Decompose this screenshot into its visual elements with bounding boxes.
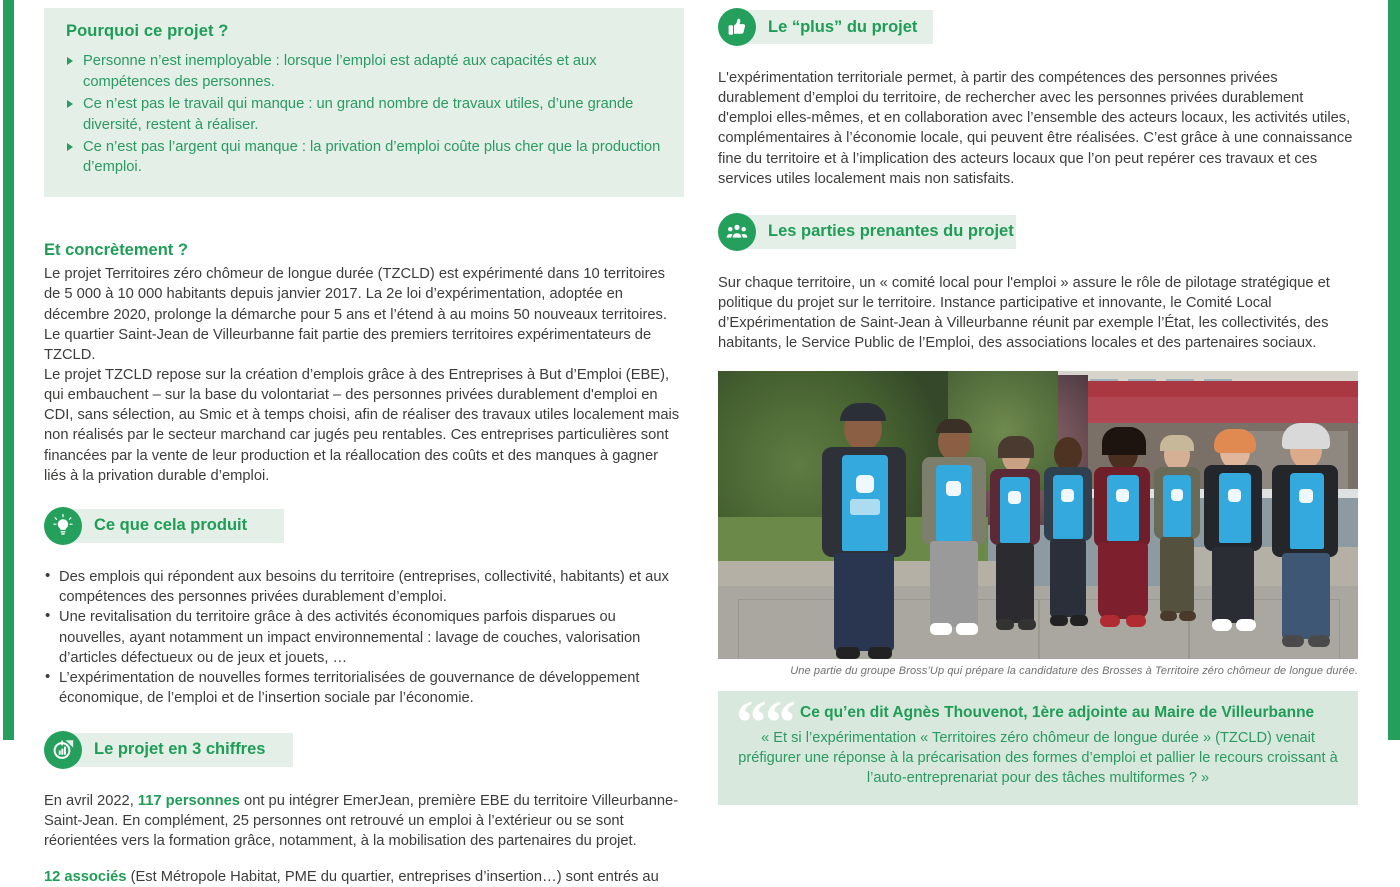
quote-text: « Et si l’expérimentation « Territoires zéro chômeur de longue durée » (TZCLD) venait préfigurer une réponse à la précarisation des formes d’emploi et pallier le recours croissant à l’auto-entreprenariat pour des tâches multiformes ? » [738, 730, 1338, 787]
concretely-paragraph-2: Le projet TZCLD repose sur la création d’emplois grâce à des Entreprises à But d’Emploi (EBE), qui embauchent – sur la base du volontariat – des personnes privées durablement d'emploi en CDI, sans sélection, au Smic et à temps choisi, afin de réaliser des travaux utiles localement mais non réalisés par le secteur marchand car jugés peu rentables. Ces entreprises particulières sont financées par la vente de leur production et la réallocation des coûts et des manques à gagner liés à la privation durable d’emploi. [44, 366, 680, 484]
produces-section [44, 507, 684, 709]
photo-person [1150, 439, 1204, 629]
photo-person [1092, 435, 1154, 637]
figures-paragraph-1 [44, 791, 684, 851]
people-group-icon [718, 213, 756, 251]
figures-highlight-117: 117 personnes [137, 792, 240, 809]
stakeholders-heading [718, 213, 1358, 251]
produces-heading [44, 507, 684, 545]
left-column [44, 0, 684, 887]
photo-caption: Une partie du groupe Bross’Up qui prépare la candidature des Brosses à Territoire zéro chômeur de longue durée. [790, 665, 1358, 678]
list-item: Ce n’est pas le travail qui manque : un grand nombre de travaux utiles, d’une grande diversité, restent à réaliser. [66, 94, 662, 136]
why-project-bullets [66, 51, 662, 178]
concretely-title: Et concrètement ? [44, 241, 188, 260]
right-edge-bar [1388, 0, 1400, 740]
photo-person [818, 407, 910, 659]
photo-person [1270, 425, 1342, 653]
quote-mark-icon: ““ [736, 689, 794, 758]
figures-paragraph-2-post: (Est Métropole Habitat, PME du quartier, entreprises d’insertion…) sont entrés au [126, 869, 659, 886]
thumbs-up-icon [718, 8, 756, 46]
lightbulb-icon [44, 507, 82, 545]
quote-box [718, 691, 1358, 805]
plus-paragraph: L'expérimentation territoriale permet, à partir des compétences des personnes privées durablement d’emploi du territoire, de rechercher avec les personnes privées durablement d'emploi elles-mêmes, et en collaboration avec l’ensemble des acteurs locaux, les activités utiles, complémentaires à l’économie locale, qui peuvent être réalisées. C’est grâce à une connaissance fine du territoire et à l’implication des acteurs locaux que l’on peut repérer ces travaux et ces services utiles localement mais non satisfaits. [718, 70, 1353, 187]
growth-chart-icon [44, 731, 82, 769]
left-edge-bar [3, 0, 14, 740]
figures-heading [44, 731, 684, 769]
concretely-section [44, 241, 684, 486]
figures-section [44, 731, 684, 887]
list-item: Ce n’est pas l’argent qui manque : la privation d’emploi coûte plus cher que la production d’emploi. [66, 137, 662, 179]
figures-paragraph-1-post: ont pu intégrer EmerJean, première EBE du territoire Villeurbanne-Saint-Jean. En complément, 25 personnes ont retrouvé un emploi à l’extérieur ou se sont réorientées vers la formation grâce, notamment, à la mobilisation des partenaires du projet. [44, 792, 679, 850]
plus-title: Le “plus” du projet [768, 17, 918, 36]
figures-highlight-12: 12 associés [44, 869, 127, 886]
list-item: • Des emplois qui répondent aux besoins du territoire (entreprises, collectivité, habitants) et aux compétences des personnes privées durablement d’emploi. [44, 567, 684, 608]
photo-person [986, 439, 1044, 637]
why-project-title: Pourquoi ce projet ? [66, 22, 229, 40]
photo-block [718, 371, 1358, 677]
stakeholders-paragraph: Sur chaque territoire, un « comité local pour l'emploi » assure le rôle de pilotage stratégique et politique du projet sur le territoire. Instance participative et innovante, le Comité Local d’Expérimentation de Saint-Jean à Villeurbanne réunit par exemple l’État, les collectivités, des habitants, le Service Public de l’Emploi, des associations locales et des partenaires sociaux. [718, 274, 1330, 352]
list-item: • L’expérimentation de nouvelles formes territorialisées de gouvernance de développement économique, de l’emploi et de l’insertion sociale par l’économie. [44, 668, 684, 709]
plus-section [718, 8, 1358, 189]
figures-paragraph-2 [44, 867, 684, 887]
list-item: • Une revitalisation du territoire grâce à des activités économiques parfois disparues ou nouvelles, ayant notamment un impact environnemental : lavage de couches, valorisation d’articles défectueux ou de jeux et jouets, … [44, 607, 684, 668]
group-photo [718, 371, 1358, 659]
produces-bullets [44, 567, 684, 709]
right-column [718, 0, 1358, 805]
photo-person [918, 423, 990, 641]
stakeholders-section [718, 213, 1358, 354]
plus-heading [718, 8, 1358, 46]
photo-person [1040, 437, 1096, 633]
figures-paragraph-1-pre: En avril 2022, [44, 792, 138, 809]
quote-title: Ce qu’en dit Agnès Thouvenot, 1ère adjointe au Maire de Villeurbanne [800, 704, 1315, 722]
stakeholders-title: Les parties prenantes du projet [768, 222, 1014, 241]
photo-person [1202, 431, 1266, 641]
why-project-box [44, 8, 684, 197]
list-item: Personne n’est inemployable : lorsque l’emploi est adapté aux capacités et aux compétences des personnes. [66, 51, 662, 93]
figures-title: Le projet en 3 chiffres [94, 740, 266, 759]
produces-title: Ce que cela produit [94, 516, 248, 535]
concretely-paragraph-1: Le projet Territoires zéro chômeur de longue durée (TZCLD) est expérimenté dans 10 territoires de 5 000 à 10 000 habitants depuis janvier 2017. La 2e loi d’expérimentation, adoptée en décembre 2020, prolonge la démarche pour 5 ans et l’étend à au moins 50 nouveaux territoires. Le quartier Saint-Jean de Villeurbanne fait partie des premiers territoires expérimentateurs de TZCLD. [44, 266, 667, 363]
